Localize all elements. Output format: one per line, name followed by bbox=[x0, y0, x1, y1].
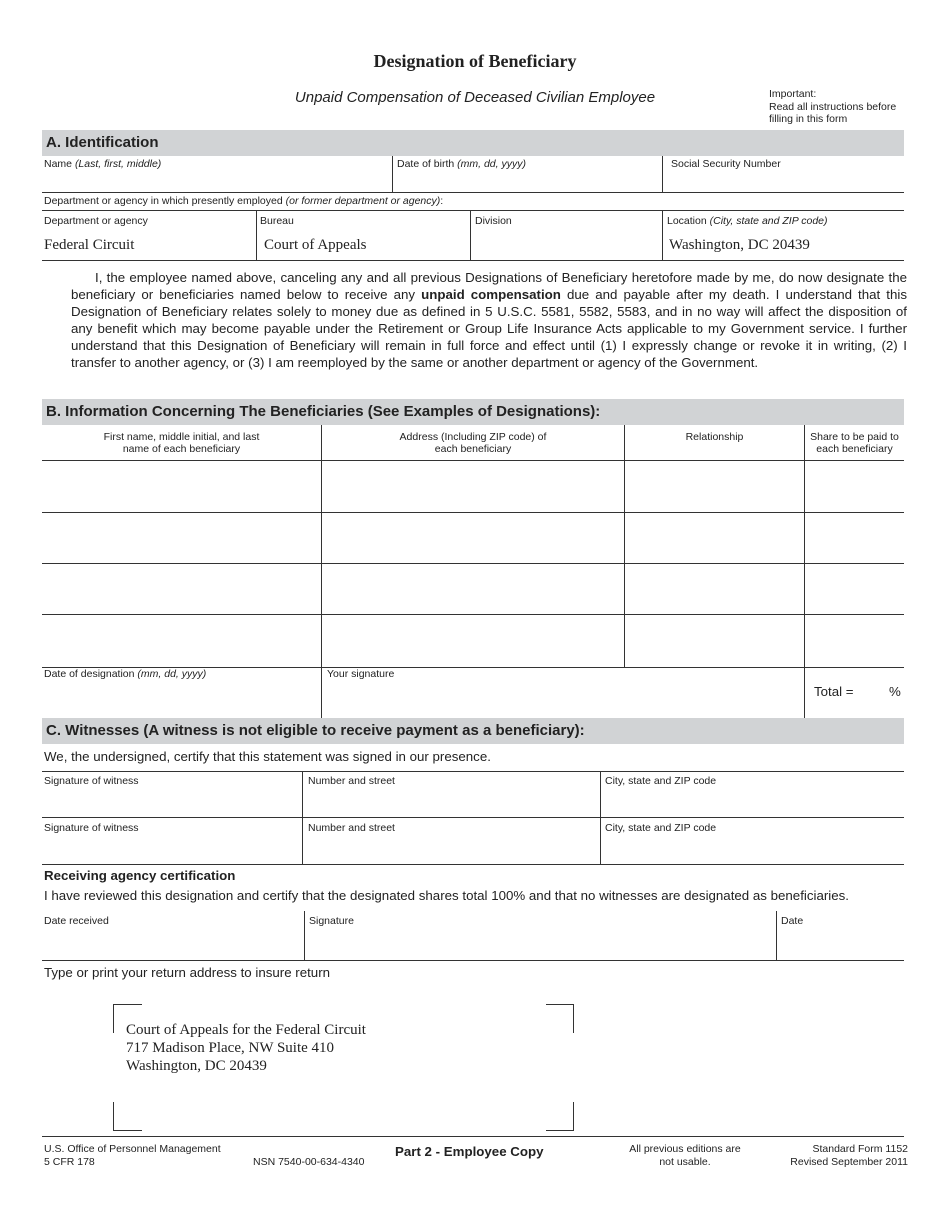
important-note bbox=[769, 88, 939, 126]
agency-signature-field[interactable] bbox=[307, 930, 773, 957]
beneficiary-name-field[interactable] bbox=[44, 618, 318, 664]
employee-signature-field[interactable] bbox=[324, 684, 801, 714]
divider bbox=[662, 211, 663, 261]
beneficiary-name-field[interactable] bbox=[44, 464, 318, 508]
witness-street-field[interactable] bbox=[305, 790, 597, 814]
designation-date-field[interactable] bbox=[44, 684, 318, 714]
rule bbox=[42, 563, 904, 564]
return-address-block[interactable] bbox=[126, 1021, 366, 1075]
rule bbox=[42, 614, 904, 615]
beneficiary-name-field[interactable] bbox=[44, 516, 318, 560]
relationship-field[interactable] bbox=[627, 464, 801, 508]
share-field[interactable] bbox=[807, 618, 901, 664]
date-received-label: Date received bbox=[44, 915, 109, 927]
footer-editions: All previous editions are not usable. bbox=[629, 1143, 741, 1168]
witness-city-label: City, state and ZIP code bbox=[605, 822, 717, 834]
rule bbox=[42, 210, 904, 211]
important-line: Read all instructions before bbox=[769, 100, 897, 113]
beneficiary-address-field[interactable] bbox=[324, 464, 621, 508]
location-field[interactable]: Washington, DC 20439 bbox=[669, 237, 810, 253]
location-label: Location (City, state and ZIP code) bbox=[667, 215, 828, 227]
signature-label: Your signature bbox=[327, 668, 395, 680]
divider bbox=[304, 911, 305, 961]
divider bbox=[470, 211, 471, 261]
rule bbox=[42, 864, 904, 865]
footer-nsn: NSN 7540-00-634-4340 bbox=[253, 1156, 365, 1168]
witness-signature-label: Signature of witness bbox=[44, 775, 139, 787]
witness-street-label: Number and street bbox=[308, 775, 395, 787]
relationship-header: Relationship bbox=[685, 431, 744, 443]
agency-signature-label: Signature bbox=[309, 915, 354, 927]
relationship-field[interactable] bbox=[627, 516, 801, 560]
division-label: Division bbox=[475, 215, 512, 227]
share-field[interactable] bbox=[807, 464, 901, 508]
section-c-heading: C. Witnesses (A witness is not eligible to receive payment as a beneficiary): bbox=[42, 718, 904, 744]
form-subtitle: Unpaid Compensation of Deceased Civilian Employee bbox=[294, 89, 656, 106]
date-received-field[interactable] bbox=[44, 930, 301, 957]
agency-certification-heading: Receiving agency certification bbox=[44, 868, 236, 883]
divider bbox=[321, 667, 322, 718]
beneficiary-address-field[interactable] bbox=[324, 567, 621, 611]
divider bbox=[624, 425, 625, 667]
share-field[interactable] bbox=[807, 516, 901, 560]
witness-certify-text: We, the undersigned, certify that this statement was signed in our presence. bbox=[44, 749, 491, 764]
rule bbox=[42, 460, 904, 461]
footer-agency: U.S. Office of Personnel Management 5 CFR 178 bbox=[44, 1143, 221, 1168]
beneficiary-address-field[interactable] bbox=[324, 516, 621, 560]
rule bbox=[42, 771, 904, 772]
share-header: Share to be paid to each beneficiary bbox=[810, 431, 899, 455]
rule bbox=[42, 817, 904, 818]
dob-label: Date of birth (mm, dd, yyyy) bbox=[397, 158, 526, 170]
total-label: Total = bbox=[814, 684, 854, 699]
corner-mark bbox=[113, 1102, 142, 1131]
beneficiary-name-field[interactable] bbox=[44, 567, 318, 611]
rule bbox=[42, 512, 904, 513]
important-line: filling in this form bbox=[769, 113, 848, 125]
share-field[interactable] bbox=[807, 567, 901, 611]
divider bbox=[804, 425, 805, 718]
beneficiary-address-field[interactable] bbox=[324, 618, 621, 664]
department-label: Department or agency bbox=[44, 215, 148, 227]
percent-sign: % bbox=[889, 684, 901, 699]
divider bbox=[256, 211, 257, 261]
important-line: Important: bbox=[769, 88, 817, 100]
name-field[interactable] bbox=[44, 170, 390, 190]
witness-city-field[interactable] bbox=[603, 790, 901, 814]
name-label: Name (Last, first, middle) bbox=[44, 158, 162, 170]
divider bbox=[321, 425, 322, 667]
designation-date-label: Date of designation (mm, dd, yyyy) bbox=[44, 668, 207, 680]
dob-field[interactable] bbox=[397, 170, 659, 190]
rule bbox=[42, 1136, 904, 1137]
bureau-field[interactable]: Court of Appeals bbox=[264, 237, 367, 253]
ssn-label: Social Security Number bbox=[671, 158, 781, 170]
divider bbox=[392, 156, 393, 193]
witness-street-label: Number and street bbox=[308, 822, 395, 834]
department-field[interactable]: Federal Circuit bbox=[44, 237, 135, 253]
rule bbox=[42, 192, 904, 193]
return-address-line: Court of Appeals for the Federal Circuit bbox=[126, 1022, 366, 1038]
section-b-heading: B. Information Concerning The Beneficiaries (See Examples of Designations): bbox=[42, 399, 904, 425]
return-address-line: Washington, DC 20439 bbox=[126, 1058, 267, 1074]
return-address-instruction: Type or print your return address to insure return bbox=[44, 965, 331, 980]
return-address-line: 717 Madison Place, NW Suite 410 bbox=[126, 1040, 335, 1056]
beneficiary-name-header: First name, middle initial, and last name of each beneficiary bbox=[103, 431, 260, 455]
footer-form-number: Standard Form 1152 Revised September 2011 bbox=[790, 1143, 908, 1168]
relationship-field[interactable] bbox=[627, 618, 801, 664]
rule bbox=[42, 960, 904, 961]
witness-signature-label: Signature of witness bbox=[44, 822, 139, 834]
beneficiary-address-header: Address (Including ZIP code) of each beneficiary bbox=[399, 431, 547, 455]
witness-signature-field[interactable] bbox=[44, 790, 299, 814]
witness-city-field[interactable] bbox=[603, 836, 901, 861]
divider bbox=[776, 911, 777, 961]
corner-mark bbox=[546, 1004, 574, 1033]
witness-street-field[interactable] bbox=[305, 836, 597, 861]
agency-certification-text: I have reviewed this designation and certify that the designated shares total 100% and that no witnesses are designated as beneficiaries. bbox=[44, 888, 849, 903]
agency-date-field[interactable] bbox=[779, 930, 901, 957]
rule bbox=[42, 260, 904, 261]
section-a-heading: A. Identification bbox=[42, 130, 904, 156]
form-title: Designation of Beneficiary bbox=[373, 51, 577, 71]
agency-date-label: Date bbox=[781, 915, 804, 927]
relationship-field[interactable] bbox=[627, 567, 801, 611]
divider bbox=[662, 156, 663, 193]
designation-statement: I, the employee named above, canceling any and all previous Designations of Beneficiary heretofore made by me, do now designate the beneficiary or beneficiaries named below to receive any unpaid compensation due and payable after my death. I understand that this Designation of Beneficiary relates solely to money due as defined in 5 U.S.C. 5581, 5582, 5583, and in no way will affect the disposition of any benefit which may become payable under the Retirement or Group Life Insurance Acts applicable to my Government service. I further understand that this Designation of Beneficiary will remain in full force and effect until (1) I expressly change or revoke it in writing, (2) I transfer to another agency, or (3) I am reemployed by the same or another department or agency of the Government. bbox=[71, 270, 907, 371]
corner-mark bbox=[546, 1102, 574, 1131]
division-field[interactable] bbox=[478, 237, 658, 257]
bureau-label: Bureau bbox=[260, 215, 294, 227]
witness-city-label: City, state and ZIP code bbox=[605, 775, 717, 787]
ssn-field[interactable] bbox=[667, 170, 903, 190]
footer-part: Part 2 - Employee Copy bbox=[395, 1144, 544, 1159]
witness-signature-field[interactable] bbox=[44, 836, 299, 861]
department-intro: Department or agency in which presently employed (or former department or agency): bbox=[44, 195, 444, 207]
